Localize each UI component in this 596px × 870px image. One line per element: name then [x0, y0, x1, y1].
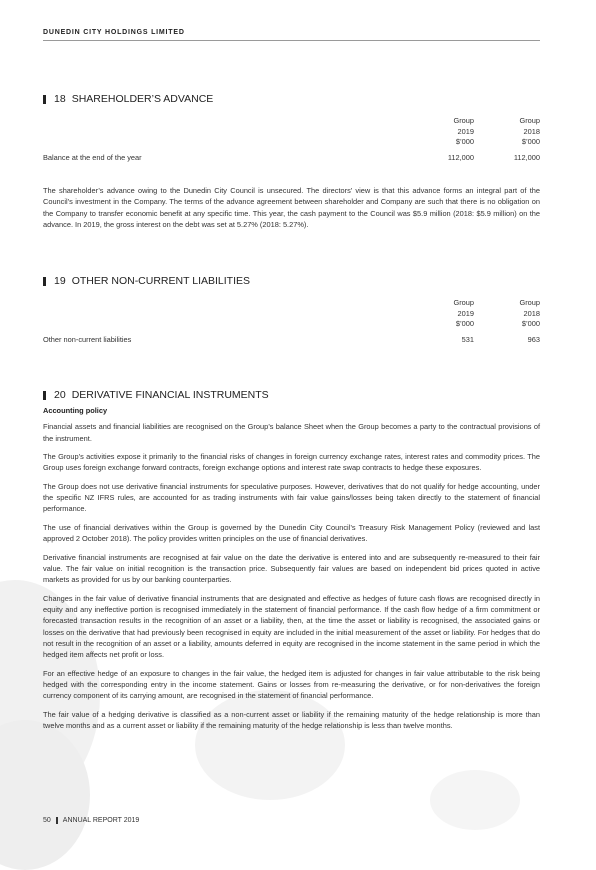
table-row: [43, 153, 540, 163]
section-number: 20: [54, 389, 66, 401]
section-number: 18: [54, 93, 66, 105]
section-marker: [43, 95, 46, 104]
section-18-title: [43, 93, 213, 105]
paragraph: Financial assets and financial liabilities are recognised on the Group’s balance Sheet when the Group becomes a party to the contractual provisions of the instrument.: [43, 422, 540, 443]
section-heading: SHAREHOLDER’S ADVANCE: [71, 93, 214, 105]
row-value-2019: 531: [461, 334, 474, 344]
subheading: Accounting policy: [43, 406, 108, 415]
paragraph: The fair value of a hedging derivative is classified as a non-current asset or liability if the remaining maturity of the hedge relationship is more than twelve months and as a current asset or liability if the remaining maturity of the hedge relationship is less than twelve months.: [43, 709, 540, 731]
column-group-2019: Group 2019 $’000: [453, 298, 474, 328]
paragraph: Changes in the fair value of derivative financial instruments that are designated and effective as hedges of future cash flows are recognised directly in equity and any ineffective portion is recognised immediately in the statement of financial performance. If the cash flow hedge of a firm commitment or forecasted transaction results in the recognition of an asset or a liability, then, at the time the asset or liability is recognised, the associated gains or losses on the derivative that had previously been recognised in equity are included in the initial measurement of the asset or liability. For hedges that do not result in the recognition of an asset or a liability, amounts deferred in equity are recognised in the income statement in the same period in which the hedged item affects net profit or loss.: [43, 593, 540, 660]
table-column-headers: [43, 116, 540, 148]
table-column-headers: [43, 298, 540, 330]
paragraph: The use of financial derivatives within the Group is governed by the Dunedin City Council’s Treasury Risk Management Policy (reviewed and last approved 2 October 2018). The policy provides written principles on the use of financial derivatives.: [43, 522, 540, 544]
section-heading: OTHER NON-CURRENT LIABILITIES: [71, 275, 251, 287]
company-name: DUNEDIN CITY HOLDINGS LIMITED: [43, 29, 185, 36]
paragraph: Derivative financial instruments are recognised at fair value on the date the derivative is entered into and are subsequently re-measured to their fair value. The fair value on initial recognition is the transaction price. Subsequently fair values are based on independent bid prices quoted in active markets as provided for us by our banking counterparties.: [43, 552, 540, 585]
column-group-2018: Group 2018 $’000: [519, 298, 540, 328]
row-value-2019: 112,000: [447, 152, 474, 162]
section-20-title: [43, 389, 269, 401]
column-group-2018: Group 2018 $’000: [519, 116, 540, 146]
table-row: [43, 335, 540, 345]
section-number: 19: [54, 275, 66, 287]
section-heading: DERIVATIVE FINANCIAL INSTRUMENTS: [71, 389, 269, 401]
footer-separator: [56, 817, 58, 824]
row-value-2018: 112,000: [513, 152, 540, 162]
paragraph: For an effective hedge of an exposure to changes in the fair value, the hedged item is adjusted for changes in fair value attributable to the risk being hedged with the corresponding entry in the income statement. Gains or losses from re-measuring the derivative, or for non-derivatives the foreign currency component of its carrying amount, are recognised in the statement of financial performance.: [43, 668, 540, 701]
section-18-body: [43, 185, 540, 237]
row-label: Other non-current liabilities: [43, 334, 132, 344]
paragraph: The Group does not use derivative financial instruments for speculative purposes. However, derivatives that do not qualify for hedge accounting, under the specific NZ IFRS rules, are accounted for as trading instruments with fair value gains/losses being taken directly to the statement of financial performance.: [43, 481, 540, 514]
shareholder-advance-table: [43, 116, 540, 163]
section-19-title: [43, 275, 250, 287]
page-number: 50: [43, 817, 51, 824]
paragraph: The shareholder’s advance owing to the Dunedin City Council is unsecured. The directors’ view is that this advance forms an integral part of the Council’s investment in the Company. The terms of the advance agreement between shareholder and Company are such that there is no obligation on the Company to transfer economic benefit at any specific time. This year, the cash payment to the Council was $5.9 million (2018: $5.9 million) on the advance. In 2019, the gross interest on the debt was set at 5.27% (2018: 5.27%).: [43, 186, 540, 229]
row-value-2018: 963: [527, 334, 540, 344]
section-20-body: [43, 405, 540, 739]
other-liabilities-table: [43, 298, 540, 345]
report-title: ANNUAL REPORT 2019: [62, 817, 140, 824]
page-header: [43, 29, 540, 41]
section-marker: [43, 277, 46, 286]
row-label: Balance at the end of the year: [43, 152, 142, 162]
page-footer: [43, 817, 139, 824]
paragraph: The Group’s activities expose it primarily to the financial risks of changes in foreign currency exchange rates, interest rates and commodity prices. The Group uses foreign exchange forward contracts, foreign exchange options and interest rate swap contracts to hedge these exposures.: [43, 452, 540, 473]
column-group-2019: Group 2019 $’000: [453, 116, 474, 146]
section-marker: [43, 391, 46, 400]
